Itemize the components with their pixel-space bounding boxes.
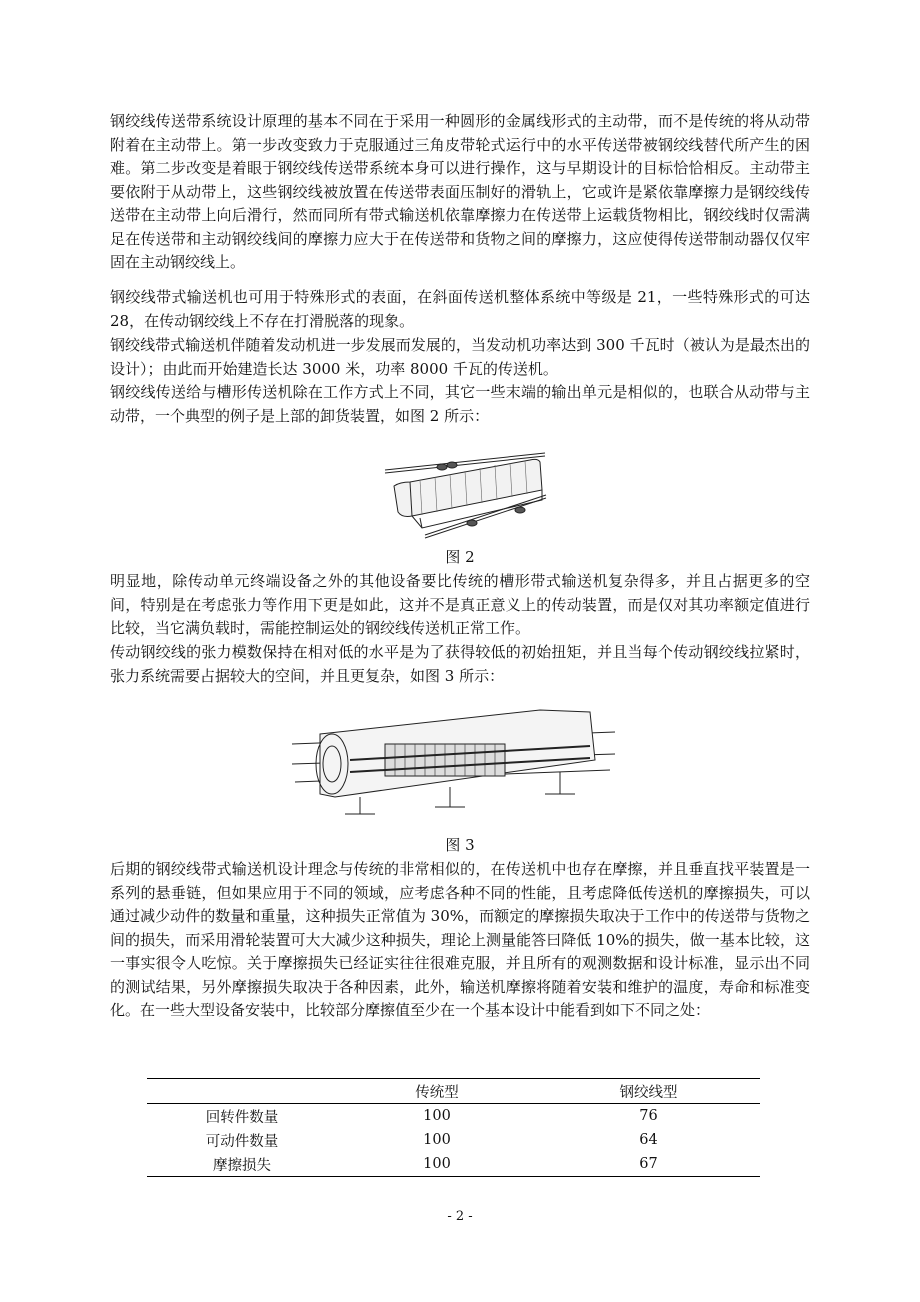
table-header-empty [147, 1079, 337, 1104]
table-row [147, 1152, 760, 1177]
table-header-row [147, 1079, 760, 1104]
paragraph-3: 钢绞线带式输送机伴随着发动机进一步发展而发展的，当发动机功率达到 300 千瓦时（被认为是最杰出的设计）；由此而开始建造长达 3000 米，功率 8000 千瓦的传送机。 [110, 336, 810, 378]
table-cell: 67 [537, 1152, 760, 1177]
table-cell: 64 [639, 1132, 658, 1148]
paragraph-1: 钢绞线传送带系统设计原理的基本不同在于采用一种圆形的金属线形式的主动带，而不是传统的将从动带附着在主动带上。第一步改变致力于克服通过三角皮带轮式运行中的水平传送带被钢绞线替代所产生的困难。第二步改变是着眼于钢绞线传送带系统本身可以进行操作，这与早期设计的目标恰恰相反。主动带主要依附于从动带上，这些钢绞线被放置在传送带表面压制好的滑轨上，它或许是紧依靠摩擦力是钢绞线传送带在主动带上向后滑行，然而同所有带式输送机依靠摩擦力在传送带上运载货物相比，钢绞线时仅需满足在传送带和主动钢绞线间的摩擦力应大于在传送带和货物之间的摩擦力，这应使得传送带制动器仅仅牢固在主动钢绞线上。 [110, 112, 810, 271]
paragraph-2: 钢绞线带式输送机也可用于特殊形式的表面，在斜面传送机整体系统中等级是 21，一些特殊形式的可达 28，在传动钢绞线上不存在打滑脱落的现象。 [110, 288, 810, 330]
figure-2-caption: 图 2 [445, 548, 475, 566]
paragraph-7: 后期的钢绞线带式输送机设计理念与传统的非常相似的，在传送机中也存在摩擦，并且垂直找平装置是一系列的悬垂链，但如果应用于不同的领域，应考虑各种不同的性能，且考虑降低传送机的摩擦损失，可以通过减少动件的数量和重量，这种损失正常值为 30%，而额定的摩擦损失取决于工作中的传送带与货物之间的损失，而采用滑轮装置可大大减少这种损失，理论上测量能答曰降低 10%的损失，做一基本比较，这一事实很令人吃惊。关于摩擦损失已经证实往往很难克服，并且所有的观测数据和设计标准，显示出不同的测试结果，另外摩擦损失取决于各种因素，此外，输送机摩擦将随着安装和维护的温度，寿命和标准变化。在一些大型设备安装中，比较部分摩擦值至少在一个基本设计中能看到如下不同之处： [110, 860, 810, 1019]
figure-3-caption: 图 3 [445, 836, 475, 854]
table-cell: 可动件数量 [205, 1133, 279, 1150]
comparison-table [147, 1078, 760, 1177]
table-row [147, 1128, 760, 1152]
table-cell: 100 [423, 1132, 451, 1148]
paragraph-4: 钢绞线传送给与槽形传送机除在工作方式上不同，其它一些末端的输出单元是相似的，也联合从动带与主动带，一个典型的例子是上部的卸货装置，如图 2 所示： [110, 383, 810, 425]
table-cell: 摩擦损失 [147, 1152, 337, 1177]
table-cell: 76 [639, 1108, 658, 1124]
table-cell: 100 [337, 1152, 537, 1177]
page-number: - 2 - [447, 1209, 473, 1224]
paragraph-6: 传动钢绞线的张力模数保持在相对低的水平是为了获得较低的初始扭矩，并且当每个传动钢绞线拉紧时，张力系统需要占据较大的空间，并且更复杂，如图 3 所示： [110, 643, 810, 685]
table-header-steel-cord: 钢绞线型 [537, 1079, 760, 1104]
table-row [147, 1104, 760, 1129]
figure-2-unloading-device-image [380, 438, 550, 540]
paragraph-5: 明显地，除传动单元终端设备之外的其他设备要比传统的槽形带式输送机复杂得多，并且占据更多的空间，特别是在考虑张力等作用下更是如此，这并不是真正意义上的传动装置，而是仅对其功率额定值进行比较，当它满负载时，需能控制运处的钢绞线传送机正常工作。 [110, 572, 810, 637]
table-cell: 回转件数量 [205, 1109, 279, 1126]
table-cell: 100 [423, 1108, 451, 1124]
figure-3-tension-system-image [290, 702, 620, 820]
table-header-traditional: 传统型 [337, 1079, 537, 1104]
